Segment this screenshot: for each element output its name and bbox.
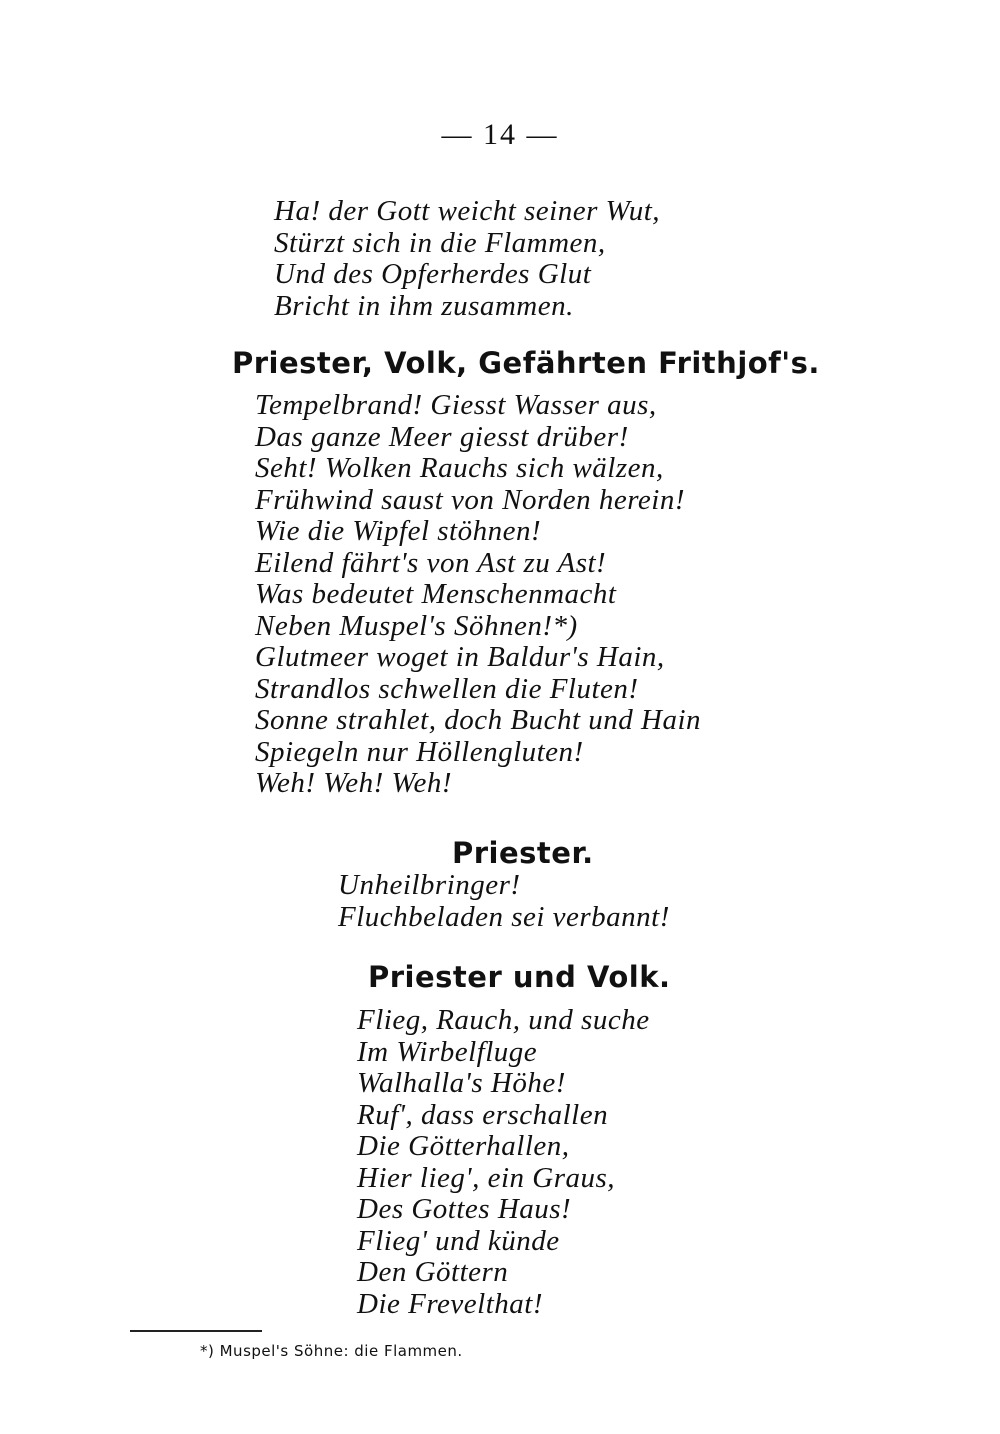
verse-line: Was bedeutet Menschenmacht <box>255 578 617 610</box>
verse-line: Sonne strahlet, doch Bucht und Hain <box>255 704 702 736</box>
verse-line: Ruf', dass erschallen <box>357 1098 609 1131</box>
verse-line: Spiegeln nur Höllengluten! <box>255 735 584 768</box>
verse-line: Des Gottes Haus! <box>357 1193 572 1225</box>
verse-line: Flieg' und künde <box>357 1224 560 1257</box>
verse-line: Seht! Wolken Rauchs sich wälzen, <box>255 452 664 484</box>
verse-line: Neben Muspel's Söhnen!*) <box>255 609 578 642</box>
footnote-divider <box>130 1330 262 1332</box>
verse-line: Weh! Weh! Weh! <box>255 767 453 799</box>
speaker-heading: Priester und Volk. <box>368 960 671 994</box>
verse-line: Flieg, Rauch, und suche <box>357 1004 650 1036</box>
verse-line: Im Wirbelfluge <box>357 1035 538 1068</box>
verse-stanza-chorus <box>255 390 701 800</box>
verse-line: Ha! der Gott weicht seiner Wut, <box>274 195 661 227</box>
verse-line: Die Frevelthat! <box>357 1287 543 1320</box>
verse-line: Unheilbringer! <box>338 869 521 901</box>
verse-line: Strandlos schwellen die Fluten! <box>255 672 639 705</box>
verse-line: Glutmeer woget in Baldur's Hain, <box>255 641 665 673</box>
verse-line: Das ganze Meer giesst drüber! <box>255 420 629 453</box>
page-number: — 14 — <box>441 118 559 151</box>
verse-line: Stürzt sich in die Flammen, <box>274 226 606 259</box>
footnote: *) Muspel's Söhne: die Flammen. <box>200 1342 463 1360</box>
verse-stanza-opening <box>274 196 660 322</box>
verse-line: Walhalla's Höhe! <box>357 1067 566 1099</box>
verse-line: Fluchbeladen sei verbannt! <box>338 900 670 933</box>
speaker-heading: Priester, Volk, Gefährten Frithjof's. <box>232 346 820 380</box>
verse-line: Wie die Wipfel stöhnen! <box>255 515 542 547</box>
verse-stanza-priest <box>338 870 670 933</box>
verse-line: Tempelbrand! Giesst Wasser aus, <box>255 389 657 421</box>
verse-line: Den Göttern <box>357 1256 509 1288</box>
verse-line: Und des Opferherdes Glut <box>274 258 592 290</box>
verse-line: Eilend fährt's von Ast zu Ast! <box>255 546 607 579</box>
verse-line: Frühwind saust von Norden herein! <box>255 483 685 516</box>
speaker-heading: Priester. <box>452 836 594 870</box>
verse-line: Bricht in ihm zusammen. <box>274 289 574 322</box>
verse-line: Hier lieg', ein Graus, <box>357 1161 616 1194</box>
verse-stanza-priest-and-people <box>357 1005 650 1320</box>
verse-line: Die Götterhallen, <box>357 1130 570 1162</box>
